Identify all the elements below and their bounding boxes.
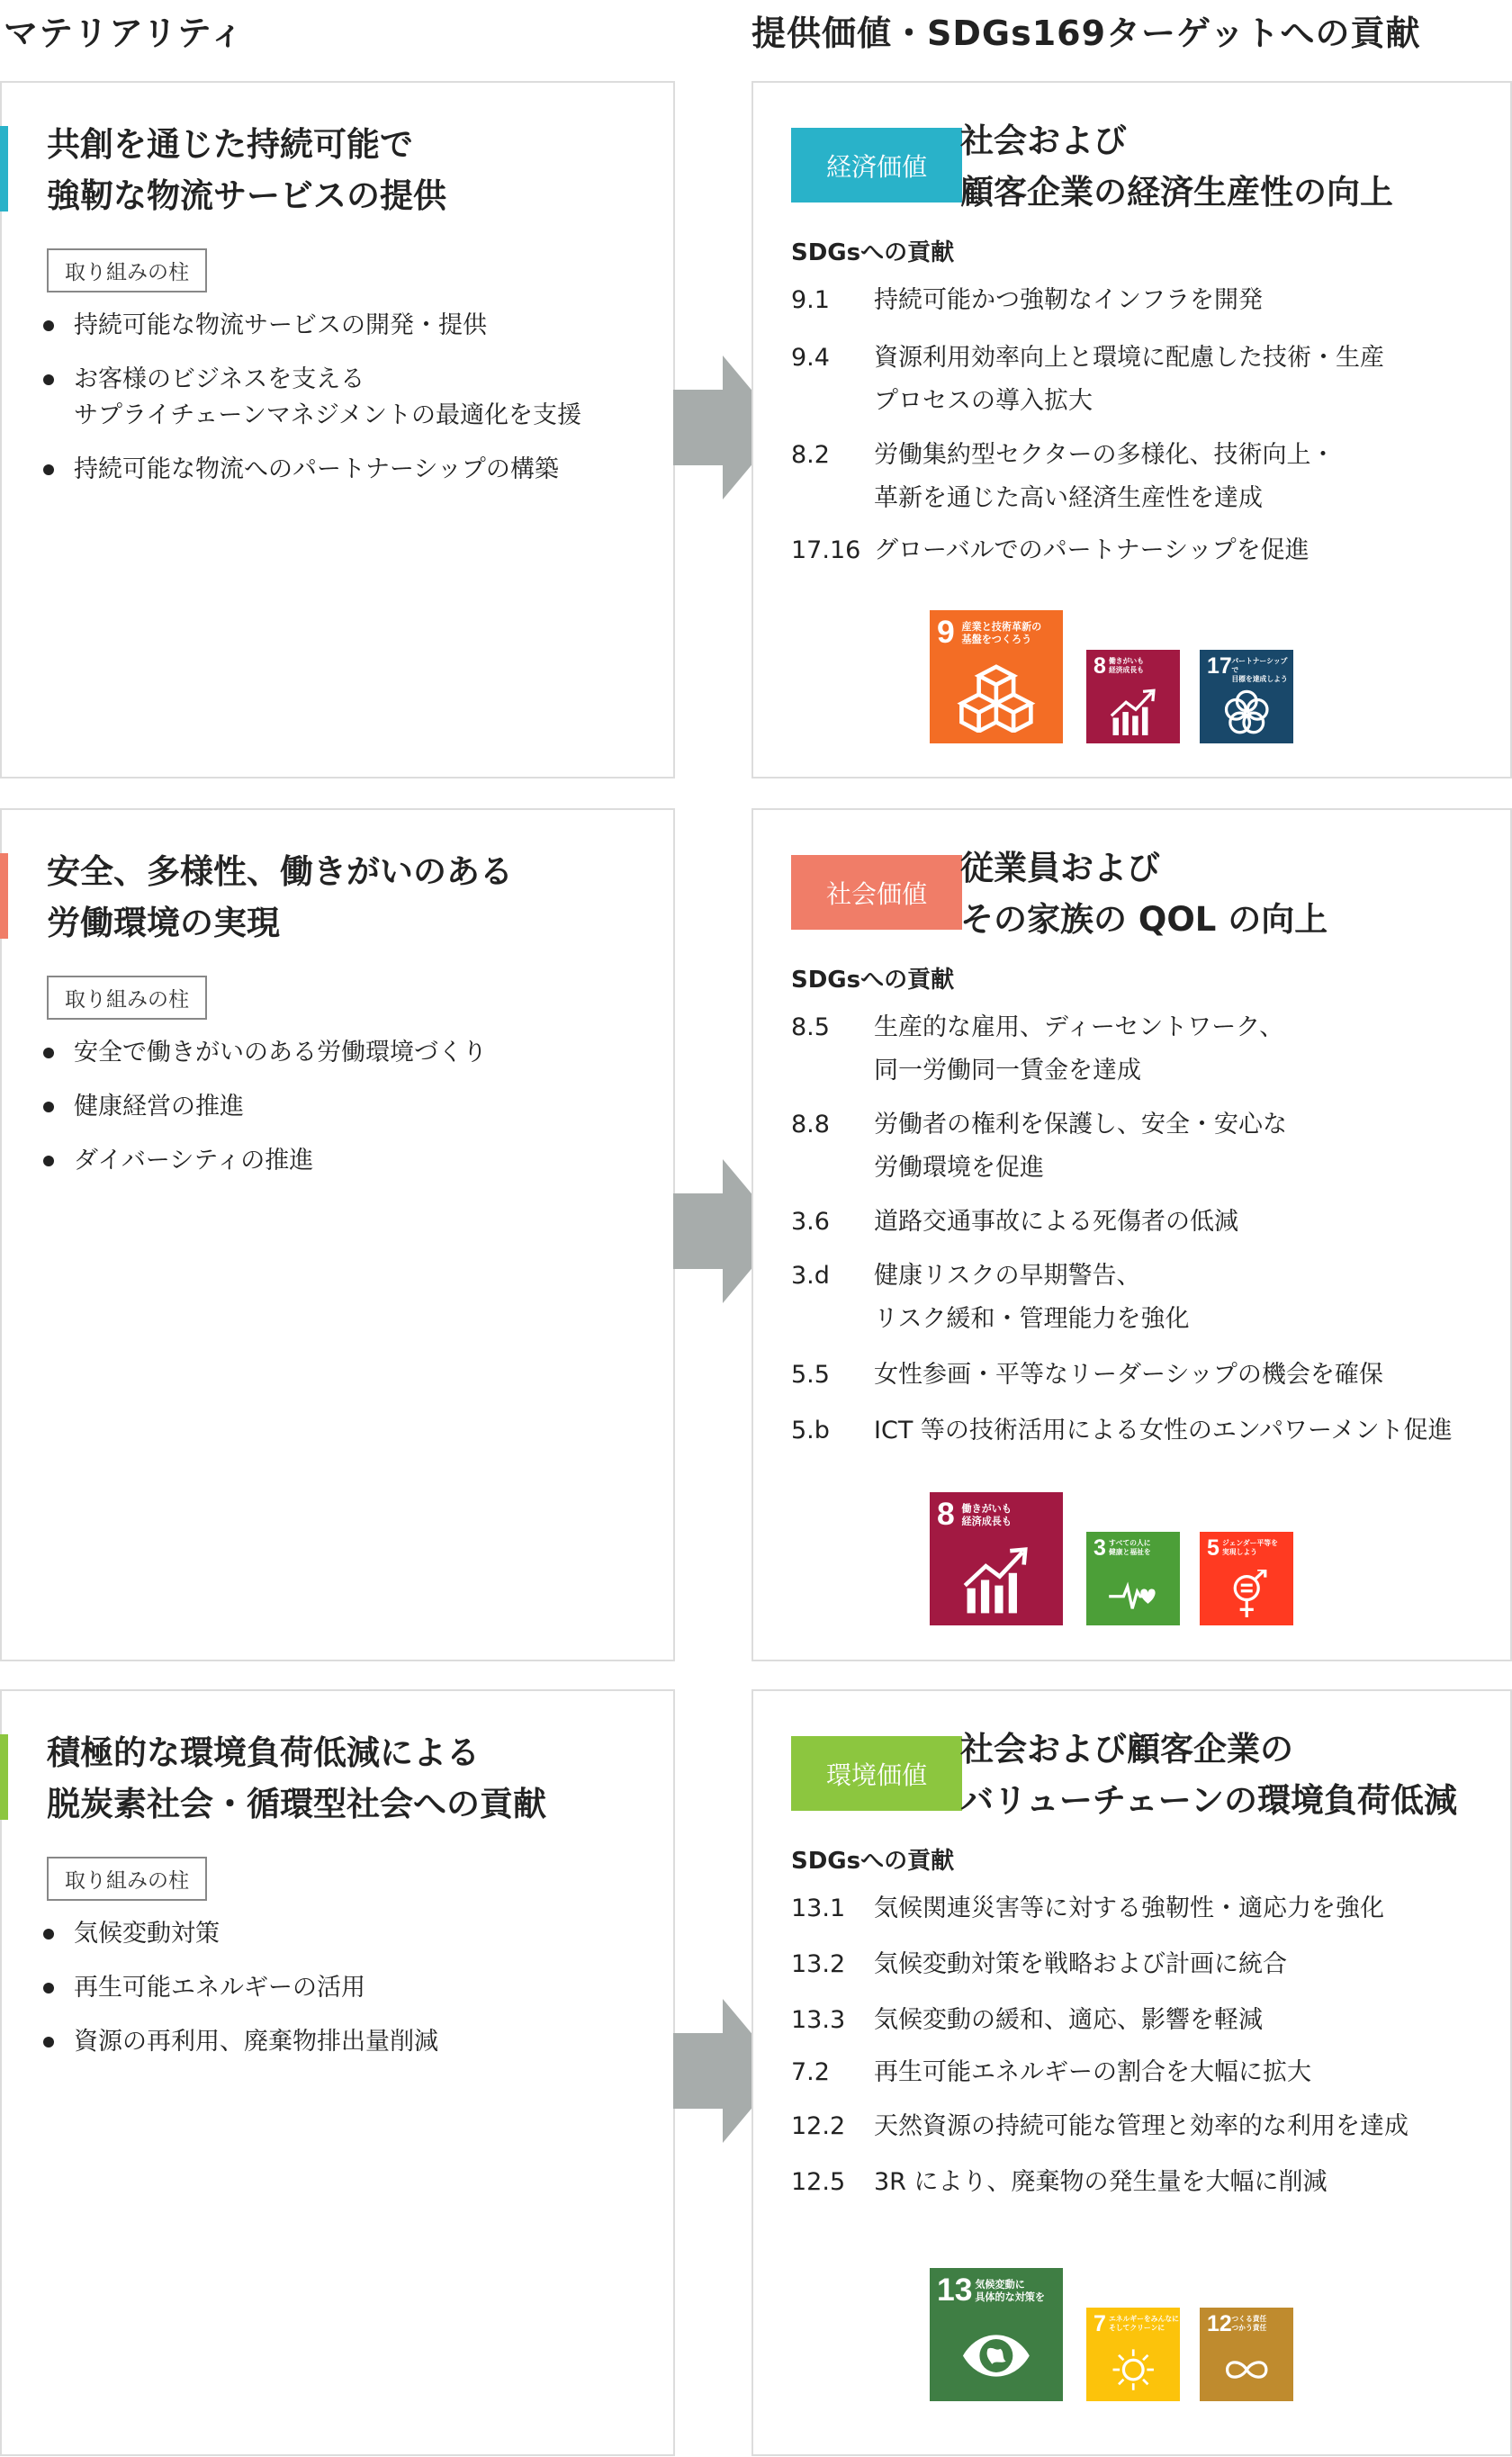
sdg-goal-number: 12: [1207, 2311, 1232, 2336]
pillar-tag: 取り組みの柱: [47, 1857, 207, 1901]
sdg-goal-number: 17: [1207, 653, 1232, 679]
sdg-goal-17-icon: [1200, 650, 1293, 743]
pillar-list: [43, 308, 581, 506]
sdg-target-row: [791, 1255, 1512, 1341]
sdg-target-row: [791, 2051, 1512, 2094]
sdg-goal-5-icon: [1200, 1532, 1293, 1625]
pillar-tag: 取り組みの柱: [47, 976, 207, 1020]
sdg-target-number: 5.5: [791, 1361, 830, 1389]
sdg-icon-group: [930, 610, 1293, 743]
sdg-goal-caption: すべての人に 健康と福祉を: [1108, 1539, 1151, 1557]
sdg-target-text: 健康リスクの早期警告、 リスク緩和・管理能力を強化: [874, 1262, 1190, 1333]
sdg-goal-8-icon: [1086, 650, 1180, 743]
sdg-target-row: [791, 1103, 1512, 1190]
sdg-icon-group: [930, 1492, 1293, 1625]
growth-chart-icon: [955, 1545, 1038, 1615]
sdg-target-number: 8.2: [791, 441, 830, 469]
sdg-goal-caption: 気候変動に 具体的な対策を: [975, 2278, 1045, 2303]
sdg-target-text: 資源利用効率向上と環境に配慮した技術・生産 プロセスの導入拡大: [874, 344, 1384, 415]
sdg-target-number: 5.b: [791, 1417, 830, 1444]
materiality-card: [0, 81, 675, 778]
sdg-target-number: 13.1: [791, 1894, 846, 1922]
sdg-goal-9-icon: [930, 610, 1063, 743]
sdg-goal-number: 8: [1094, 653, 1106, 679]
sdg-target-list: [791, 1006, 1512, 1453]
value-title-line: その家族の QOL の向上: [960, 900, 1328, 939]
sdg-target-row: [791, 529, 1512, 572]
pillar-item: 健康経営の推進: [43, 1089, 487, 1125]
sdg-target-number: 17.16: [791, 536, 861, 564]
sdg-target-text: 気候関連災害等に対する強靭性・適応力を強化: [874, 1894, 1384, 1922]
partnership-flower-icon: [1218, 688, 1275, 736]
sdg-target-row: [791, 1006, 1512, 1093]
sdg-goal-number: 9: [937, 614, 955, 650]
sdg-target-list: [791, 279, 1512, 572]
value-title-line: 従業員および: [960, 849, 1160, 887]
sdg-goal-number: 5: [1207, 1535, 1220, 1561]
sdg-target-text: 女性参画・平等なリーダーシップの機会を確保: [874, 1361, 1383, 1389]
sdg-goal-number: 7: [1094, 2311, 1106, 2336]
sdg-target-row: [791, 1999, 1512, 2042]
materiality-title-line: 安全、多様性、働きがいのある: [47, 852, 513, 891]
value-sdg-heading: 提供価値・SDGs169ターゲットへの貢献: [752, 14, 1421, 53]
pillar-item: 資源の再利用、廃棄物排出量削減: [43, 2024, 438, 2060]
sdg-contribution-label: SDGsへの貢献: [791, 239, 955, 266]
cubes-icon: [955, 663, 1038, 733]
materiality-title-line: 労働環境の実現: [47, 904, 280, 942]
sdg-target-text: 生産的な雇用、ディーセントワーク、 同一労働同一賃金を達成: [874, 1013, 1284, 1084]
sdg-target-number: 3.d: [791, 1262, 830, 1290]
sdg-goal-caption: つくる責任 つかう責任: [1231, 2315, 1267, 2333]
pillar-item: 気候変動対策: [43, 1916, 438, 1952]
value-title-line: 社会および顧客企業の: [960, 1730, 1293, 1768]
materiality-heading: マテリアリティ: [4, 14, 245, 53]
value-title: [960, 1724, 1457, 1826]
accent-bar: [0, 126, 8, 212]
materiality-title: [47, 846, 513, 949]
sdg-target-row: [791, 1887, 1512, 1930]
sdg-target-text: 天然資源の持続可能な管理と効率的な利用を達成: [874, 2112, 1408, 2140]
sdg-icon-group: [930, 2268, 1293, 2401]
value-badge: 環境価値: [791, 1736, 962, 1811]
sdg-target-text: 3R により、廃棄物の発生量を大幅に削減: [874, 2168, 1328, 2196]
sdg-goal-12-icon: [1200, 2308, 1293, 2401]
sdg-target-text: 道路交通事故による死傷者の低減: [874, 1208, 1238, 1236]
sdg-target-row: [791, 1943, 1512, 1986]
sun-icon: [1104, 2345, 1162, 2394]
sdg-target-row: [791, 2105, 1512, 2148]
sdg-target-row: [791, 1354, 1512, 1397]
sdg-target-text: グローバルでのパートナーシップを促進: [874, 536, 1310, 564]
sdg-target-number: 8.5: [791, 1013, 830, 1041]
sdg-target-number: 9.4: [791, 344, 830, 372]
sdg-target-row: [791, 1409, 1512, 1453]
materiality-title-line: 強靭な物流サービスの提供: [47, 176, 446, 215]
sdg-goal-8-icon: [930, 1492, 1063, 1625]
sdg-target-row: [791, 2161, 1512, 2204]
sdg-target-number: 7.2: [791, 2058, 830, 2086]
pillar-item: 再生可能エネルギーの活用: [43, 1970, 438, 2006]
sdg-goal-7-icon: [1086, 2308, 1180, 2401]
sdg-target-text: 気候変動の緩和、適応、影響を軽減: [874, 2006, 1263, 2034]
materiality-card: [0, 1689, 675, 2456]
heartbeat-icon: [1104, 1570, 1162, 1618]
sdg-goal-number: 13: [937, 2272, 973, 2308]
pillar-item: ダイバーシティの推進: [43, 1143, 487, 1179]
sdg-target-text: 労働者の権利を保護し、安全・安心な 労働環境を促進: [874, 1111, 1287, 1182]
sdg-target-number: 3.6: [791, 1208, 830, 1236]
sdg-goal-caption: 働きがいも 経済成長も: [1108, 657, 1144, 675]
sdg-target-number: 9.1: [791, 286, 830, 314]
earth-eye-icon: [955, 2321, 1038, 2390]
gender-equality-icon: [1218, 1570, 1275, 1618]
materiality-title: [47, 1727, 546, 1830]
pillar-list: [43, 1035, 487, 1197]
pillar-item: 持続可能な物流へのパートナーシップの構築: [43, 452, 581, 488]
sdg-goal-caption: パートナーシップで 目標を達成しよう: [1231, 657, 1288, 683]
pillar-item: 持続可能な物流サービスの開発・提供: [43, 308, 581, 344]
accent-bar: [0, 1734, 8, 1820]
sdg-target-text: 労働集約型セクターの多様化、技術向上・ 革新を通じた高い経済生産性を達成: [874, 441, 1336, 512]
sdg-target-number: 12.2: [791, 2112, 846, 2140]
sdg-goal-caption: エネルギーをみんなに そしてクリーンに: [1108, 2315, 1179, 2333]
pillar-list: [43, 1916, 438, 2078]
value-title-line: 顧客企業の経済生産性の向上: [960, 173, 1393, 212]
materiality-title: [47, 119, 446, 221]
sdg-target-number: 13.3: [791, 2006, 846, 2034]
value-title: [960, 115, 1393, 218]
pillar-item: お客様のビジネスを支える サプライチェーンマネジメントの最適化を支援: [43, 362, 581, 434]
pillar-tag: 取り組みの柱: [47, 248, 207, 292]
materiality-card: [0, 808, 675, 1661]
pillar-item: 安全で働きがいのある労働環境づくり: [43, 1035, 487, 1071]
sdg-target-text: ICT 等の技術活用による女性のエンパワーメント促進: [874, 1417, 1453, 1444]
accent-bar: [0, 853, 8, 939]
growth-chart-icon: [1104, 688, 1162, 736]
sdg-goal-13-icon: [930, 2268, 1063, 2401]
sdg-goal-3-icon: [1086, 1532, 1180, 1625]
sdg-target-row: [791, 434, 1512, 520]
sdg-goal-caption: 働きがいも 経済成長も: [961, 1502, 1012, 1527]
sdg-target-row: [791, 1201, 1512, 1244]
sdg-goal-number: 8: [937, 1496, 955, 1532]
materiality-title-line: 脱炭素社会・循環型社会への貢献: [47, 1785, 546, 1823]
sdg-goal-caption: ジェンダー平等を 実現しよう: [1221, 1539, 1278, 1557]
materiality-title-line: 共創を通じた持続可能で: [47, 125, 413, 164]
sdg-target-row: [791, 279, 1512, 322]
sdg-goal-number: 3: [1094, 1535, 1106, 1561]
value-badge: 社会価値: [791, 855, 962, 930]
value-badge: 経済価値: [791, 128, 962, 202]
sdg-target-list: [791, 1887, 1512, 2204]
infinity-icon: [1218, 2345, 1275, 2394]
sdg-contribution-label: SDGsへの貢献: [791, 1848, 955, 1875]
value-title-line: 社会および: [960, 122, 1127, 160]
sdg-target-number: 12.5: [791, 2168, 846, 2196]
sdg-target-number: 8.8: [791, 1111, 830, 1138]
materiality-title-line: 積極的な環境負荷低減による: [47, 1733, 480, 1772]
sdg-target-row: [791, 337, 1512, 423]
sdg-target-number: 13.2: [791, 1950, 846, 1978]
sdg-target-text: 再生可能エネルギーの割合を大幅に拡大: [874, 2058, 1311, 2086]
sdg-target-text: 気候変動対策を戦略および計画に統合: [874, 1950, 1287, 1978]
sdg-target-text: 持続可能かつ強靭なインフラを開発: [874, 286, 1263, 314]
value-title-line: バリューチェーンの環境負荷低減: [960, 1781, 1458, 1820]
sdg-goal-caption: 産業と技術革新の 基盤をつくろう: [961, 620, 1042, 645]
value-title: [960, 842, 1328, 945]
sdg-contribution-label: SDGsへの貢献: [791, 967, 955, 994]
